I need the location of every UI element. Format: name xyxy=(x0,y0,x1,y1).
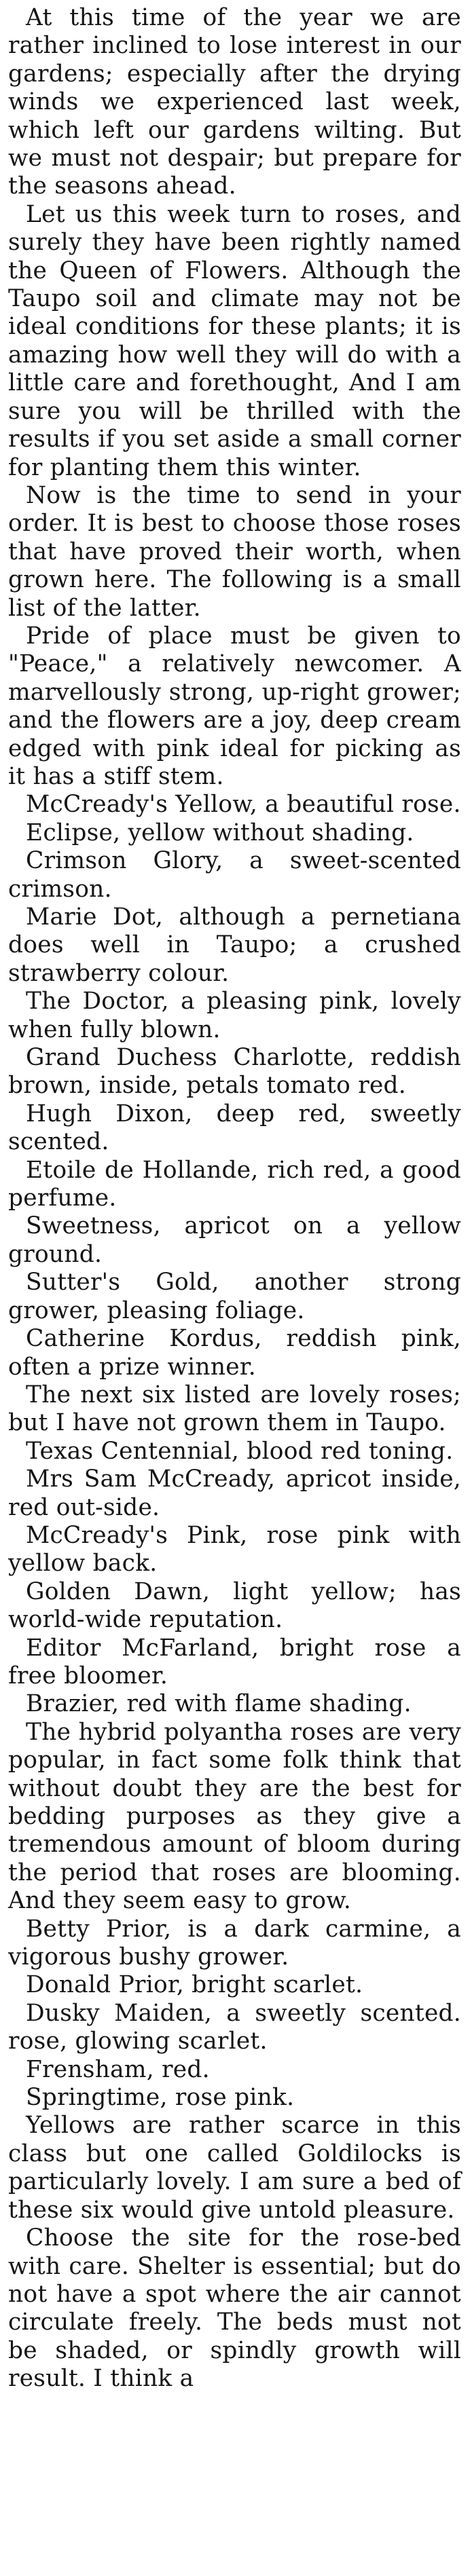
article-paragraph: Pride of place must be given to "Peace," a relatively newcomer. A marvellously strong, up-right grower; and the flowers are a joy, deep cream edged with pink ideal for picking as it has a stiff stem. xyxy=(8,622,461,790)
rose-list-item: Texas Centennial, blood red toning. xyxy=(26,1437,454,1465)
rose-list-item: McCready's Yellow, a beautiful rose. xyxy=(26,791,461,819)
article-paragraph: Yellows are rather scarce in this class but one called Goldilocks is particularly lovely. I am sure a bed of these six would give untold pleasure. xyxy=(8,2112,461,2224)
rose-list-item: Betty Prior, is a dark carmine, a vigorous bushy grower. xyxy=(8,1915,461,1971)
rose-list-item: Editor McFarland, bright rose a free bloomer. xyxy=(8,1634,461,1690)
rose-list-item: Crimson Glory, a sweet-scented crimson. xyxy=(8,847,461,903)
rose-list-item: Dusky Maiden, a sweetly scented. rose, glowing scarlet. xyxy=(8,1999,461,2055)
article-paragraph: Let us this week turn to roses, and surely they have been rightly named the Queen of Flowers. Although the Taupo soil and climate may not be ideal conditions for these plants; it is amazing how well they will do with a little care and forethought, And I am sure you will be thrilled with the results if you set aside a small corner for planting them this winter. xyxy=(8,200,461,481)
rose-list-item: Grand Duchess Charlotte, reddish brown, inside, petals tomato red. xyxy=(8,1044,461,1100)
rose-list-item: Hugh Dixon, deep red, sweetly scented. xyxy=(8,1100,461,1156)
rose-list-item: Golden Dawn, light yellow; has world-wide reputation. xyxy=(8,1578,461,1634)
article-paragraph: The next six listed are lovely roses; but I have not grown them in Taupo. xyxy=(8,1381,461,1437)
article-paragraph: Now is the time to send in your order. It is best to choose those roses that have proved their worth, when grown here. The following is a small list of the latter. xyxy=(8,481,461,622)
rose-list-item: Mrs Sam McCready, apricot inside, red out-side. xyxy=(8,1466,461,1521)
article-paragraph: Choose the site for the rose-bed with care. Shelter is essential; but do not have a spot where the air cannot circulate freely. The beds must not be shaded, or spindly growth will result. I think a xyxy=(8,2224,461,2393)
rose-list-item: Springtime, rose pink. xyxy=(26,2084,295,2112)
rose-list-item: Brazier, red with flame shading. xyxy=(26,1690,412,1718)
rose-list-item: Eclipse, yellow without shading. xyxy=(26,819,414,846)
rose-list-item: The Doctor, a pleasing pink, lovely when fully blown. xyxy=(8,988,461,1043)
article-paragraph: At this time of the year we are rather inclined to lose interest in our gardens; especially after the drying winds we experienced last week, which left our gardens wilting. But we must not despair; but prepare for the seasons ahead. xyxy=(8,4,461,200)
rose-list-item: McCready's Pink, rose pink with yellow back. xyxy=(8,1521,461,1578)
rose-list-item: Frensham, red. xyxy=(26,2055,210,2083)
article-paragraph: The hybrid polyantha roses are very popular, in fact some folk think that without doubt they are the best for bedding purposes as they give a tremendous amount of bloom during the period that roses are blooming. And they seem easy to grow. xyxy=(8,1718,461,1915)
rose-list-item: Marie Dot, although a pernetiana does well in Taupo; a crushed strawberry colour. xyxy=(8,903,461,987)
rose-list-item: Etoile de Hollande, rich red, a good perfume. xyxy=(8,1156,461,1212)
rose-list-item: Catherine Kordus, reddish pink, often a prize winner. xyxy=(8,1325,461,1381)
rose-list-item: Donald Prior, bright scarlet. xyxy=(26,1971,363,1999)
rose-list-item: Sutter's Gold, another strong grower, pleasing foliage. xyxy=(8,1269,461,1324)
rose-list-item: Sweetness, apricot on a yellow ground. xyxy=(8,1212,461,1268)
